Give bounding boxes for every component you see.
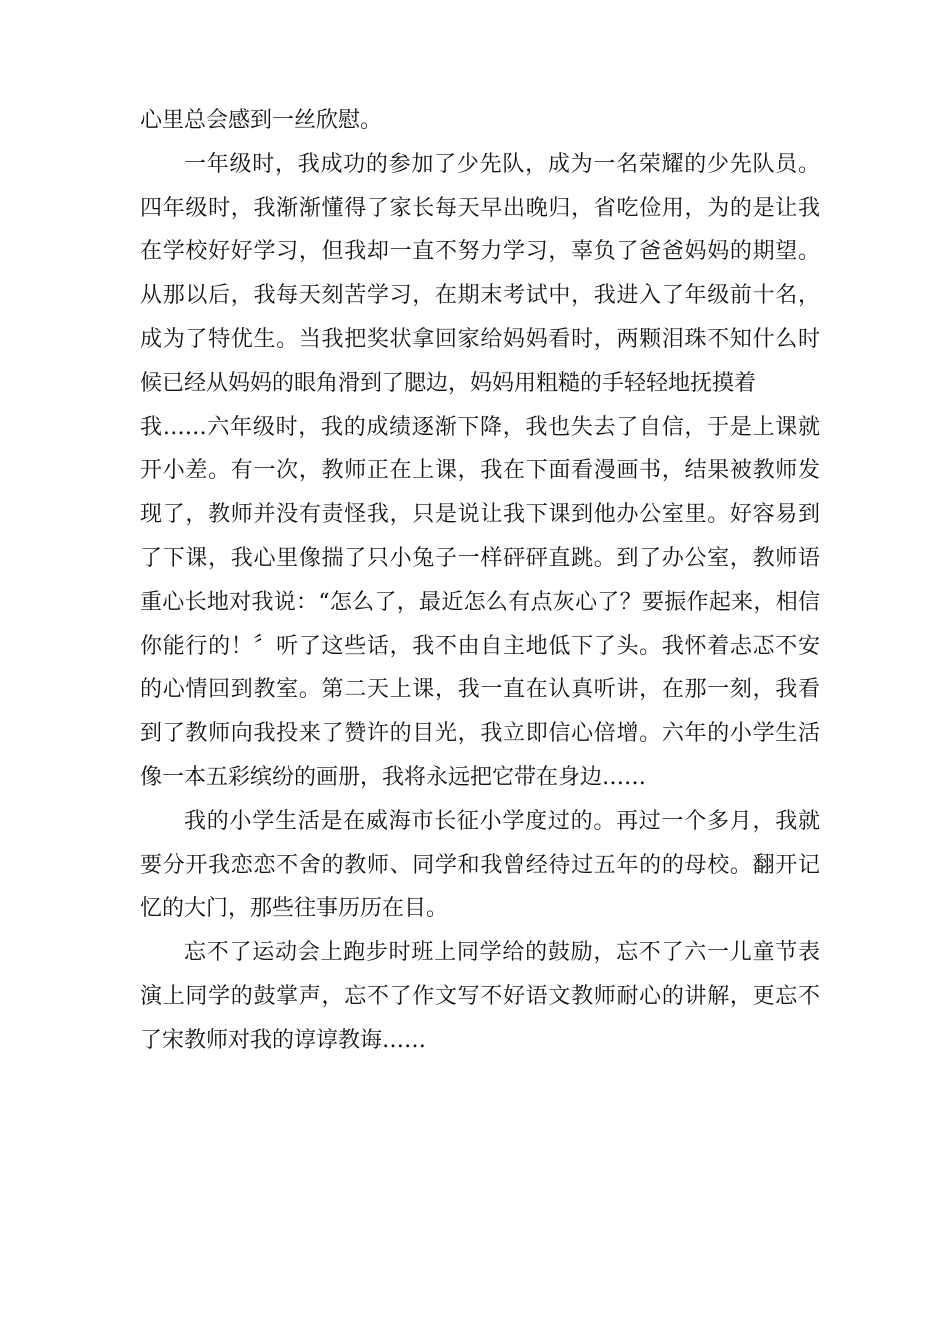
- text-line: 成为了特优生。当我把奖状拿回家给妈妈看时，两颗泪珠不知什么时: [140, 326, 820, 352]
- text-line: 了下课，我心里像揣了只小兔子一样砰砰直跳。到了办公室，教师语: [140, 545, 820, 571]
- text-line: 心里总会感到一丝欣慰。: [140, 108, 383, 133]
- text-line: 到了教师向我投来了赞许的目光，我立即信心倍增。六年的小学生活: [140, 721, 820, 747]
- text-line: 演上同学的鼓掌声，忘不了作文写不好语文教师耐心的讲解，更忘不: [140, 983, 820, 1009]
- text-line: 四年级时，我渐渐懂得了家长每天早出晚归，省吃俭用，为的是让我: [140, 195, 820, 221]
- text-line: 从那以后，我每天刻苦学习，在期末考试中，我进入了年级前十名，: [140, 283, 820, 309]
- text-line: 要分开我恋恋不舍的教师、同学和我曾经待过五年的的母校。翻开记: [140, 852, 820, 878]
- text-line: 忘不了运动会上跑步时班上同学给的鼓励，忘不了六一儿童节表: [184, 940, 820, 966]
- text-line: 了宋教师对我的谆谆教诲……: [140, 1027, 427, 1053]
- text-line: 候已经从妈妈的眼角滑到了腮边，妈妈用粗糙的手轻轻地抚摸着: [140, 370, 757, 396]
- body-text: [140, 99, 820, 1063]
- text-line: 的心情回到教室。第二天上课，我一直在认真听讲，在那一刻，我看: [140, 677, 820, 703]
- text-line: 忆的大门，那些往事历历在目。: [140, 896, 449, 922]
- text-line: 像一本五彩缤纷的画册，我将永远把它带在身边……: [140, 764, 647, 790]
- text-line: 我……六年级时，我的成绩逐渐下降，我也失去了自信，于是上课就: [140, 414, 820, 440]
- text-line: 现了，教师并没有责怪我，只是说让我下课到他办公室里。好容易到: [140, 502, 820, 528]
- text-line: 在学校好好学习，但我却一直不努力学习，辜负了爸爸妈妈的期望。: [140, 239, 820, 265]
- text-line: 一年级时，我成功的参加了少先队，成为一名荣耀的少先队员。: [184, 151, 820, 177]
- text-line: 你能行的！〞听了这些话，我不由自主地低下了头。我怀着忐忑不安: [140, 633, 820, 659]
- text-line: 开小差。有一次，教师正在上课，我在下面看漫画书，结果被教师发: [140, 458, 820, 484]
- text-line: 重心长地对我说：“怎么了，最近怎么有点灰心了？要振作起来，相信: [140, 589, 820, 615]
- text-line: 我的小学生活是在威海市长征小学度过的。再过一个多月，我就: [184, 808, 820, 834]
